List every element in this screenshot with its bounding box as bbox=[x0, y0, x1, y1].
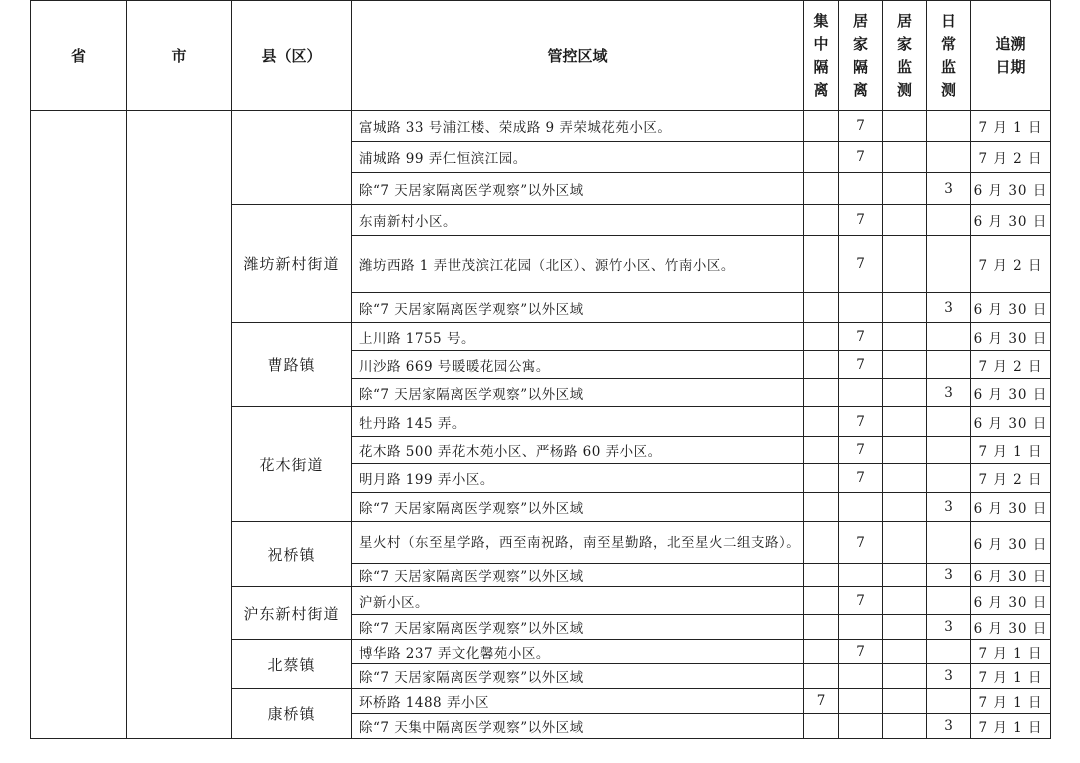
area-cell: 除“7 天居家隔离医学观察”以外区域 bbox=[352, 615, 804, 640]
trace-date-cell: 7 月 2 日 bbox=[971, 142, 1051, 173]
header-row bbox=[31, 1, 1051, 111]
central-quarantine-cell bbox=[804, 142, 839, 173]
trace-date-cell: 6 月 30 日 bbox=[971, 293, 1051, 323]
home-quarantine-cell bbox=[839, 714, 883, 739]
home-quarantine-cell bbox=[839, 615, 883, 640]
daily-monitoring-cell: 3 bbox=[927, 714, 971, 739]
central-quarantine-cell bbox=[804, 587, 839, 615]
home-monitoring-cell bbox=[883, 493, 927, 522]
central-quarantine-cell bbox=[804, 615, 839, 640]
trace-date-cell: 7 月 2 日 bbox=[971, 236, 1051, 293]
central-quarantine-cell bbox=[804, 714, 839, 739]
header-city: 市 bbox=[127, 1, 232, 111]
home-quarantine-cell bbox=[839, 493, 883, 522]
trace-date-cell: 6 月 30 日 bbox=[971, 173, 1051, 205]
county-cell-huamu: 花木街道 bbox=[232, 407, 352, 522]
trace-date-cell: 6 月 30 日 bbox=[971, 493, 1051, 522]
daily-monitoring-cell bbox=[927, 205, 971, 236]
header-province: 省 bbox=[31, 1, 127, 111]
daily-monitoring-cell: 3 bbox=[927, 379, 971, 407]
home-quarantine-cell: 7 bbox=[839, 437, 883, 464]
daily-monitoring-cell bbox=[927, 437, 971, 464]
trace-date-cell: 6 月 30 日 bbox=[971, 323, 1051, 351]
header-control-area: 管控区域 bbox=[352, 1, 804, 111]
home-quarantine-cell bbox=[839, 173, 883, 205]
header-daily-monitoring: 日 常 监 测 bbox=[927, 1, 971, 111]
trace-date-cell: 7 月 1 日 bbox=[971, 689, 1051, 714]
home-quarantine-cell bbox=[839, 379, 883, 407]
daily-monitoring-cell bbox=[927, 351, 971, 379]
central-quarantine-cell bbox=[804, 173, 839, 205]
trace-date-cell: 7 月 2 日 bbox=[971, 351, 1051, 379]
daily-monitoring-cell bbox=[927, 522, 971, 564]
daily-monitoring-cell: 3 bbox=[927, 615, 971, 640]
daily-monitoring-cell bbox=[927, 640, 971, 664]
area-cell: 除“7 天居家隔离医学观察”以外区域 bbox=[352, 379, 804, 407]
home-quarantine-cell bbox=[839, 564, 883, 587]
header-central-quarantine: 集 中 隔 离 bbox=[804, 1, 839, 111]
area-cell: 上川路 1755 号。 bbox=[352, 323, 804, 351]
trace-date-cell: 7 月 1 日 bbox=[971, 714, 1051, 739]
home-monitoring-cell bbox=[883, 205, 927, 236]
home-quarantine-cell: 7 bbox=[839, 587, 883, 615]
daily-monitoring-cell: 3 bbox=[927, 173, 971, 205]
home-monitoring-cell bbox=[883, 714, 927, 739]
home-monitoring-cell bbox=[883, 111, 927, 142]
area-cell: 沪新小区。 bbox=[352, 587, 804, 615]
trace-date-cell: 6 月 30 日 bbox=[971, 587, 1051, 615]
daily-monitoring-cell bbox=[927, 323, 971, 351]
daily-monitoring-cell: 3 bbox=[927, 493, 971, 522]
home-monitoring-cell bbox=[883, 173, 927, 205]
county-cell-hudong: 沪东新村街道 bbox=[232, 587, 352, 640]
daily-monitoring-cell: 3 bbox=[927, 564, 971, 587]
central-quarantine-cell bbox=[804, 379, 839, 407]
trace-date-cell: 6 月 30 日 bbox=[971, 522, 1051, 564]
central-quarantine-cell bbox=[804, 323, 839, 351]
central-quarantine-cell bbox=[804, 293, 839, 323]
area-cell: 东南新村小区。 bbox=[352, 205, 804, 236]
daily-monitoring-cell bbox=[927, 142, 971, 173]
area-cell: 花木路 500 弄花木苑小区、严杨路 60 弄小区。 bbox=[352, 437, 804, 464]
home-quarantine-cell: 7 bbox=[839, 236, 883, 293]
central-quarantine-cell bbox=[804, 493, 839, 522]
area-cell: 除“7 天居家隔离医学观察”以外区域 bbox=[352, 173, 804, 205]
home-quarantine-cell: 7 bbox=[839, 464, 883, 493]
central-quarantine-cell bbox=[804, 407, 839, 437]
home-monitoring-cell bbox=[883, 587, 927, 615]
home-monitoring-cell bbox=[883, 522, 927, 564]
home-quarantine-cell: 7 bbox=[839, 142, 883, 173]
city-cell bbox=[127, 111, 232, 739]
home-quarantine-cell bbox=[839, 664, 883, 689]
trace-date-cell: 6 月 30 日 bbox=[971, 564, 1051, 587]
daily-monitoring-cell bbox=[927, 464, 971, 493]
home-monitoring-cell bbox=[883, 407, 927, 437]
home-monitoring-cell bbox=[883, 236, 927, 293]
central-quarantine-cell bbox=[804, 111, 839, 142]
area-cell: 潍坊西路 1 弄世茂滨江花园（北区）、源竹小区、竹南小区。 bbox=[352, 236, 804, 293]
home-quarantine-cell: 7 bbox=[839, 323, 883, 351]
home-monitoring-cell bbox=[883, 615, 927, 640]
home-monitoring-cell bbox=[883, 464, 927, 493]
control-area-table bbox=[30, 0, 1051, 739]
trace-date-cell: 6 月 30 日 bbox=[971, 615, 1051, 640]
area-cell: 浦城路 99 弄仁恒滨江园。 bbox=[352, 142, 804, 173]
trace-date-cell: 6 月 30 日 bbox=[971, 379, 1051, 407]
home-quarantine-cell: 7 bbox=[839, 522, 883, 564]
area-cell: 星火村（东至星学路，西至南祝路，南至星勤路，北至星火二组支路）。 bbox=[352, 522, 804, 564]
header-trace-date: 追溯 日期 bbox=[971, 1, 1051, 111]
home-monitoring-cell bbox=[883, 142, 927, 173]
area-cell: 除“7 天集中隔离医学观察”以外区域 bbox=[352, 714, 804, 739]
home-monitoring-cell bbox=[883, 689, 927, 714]
central-quarantine-cell bbox=[804, 564, 839, 587]
home-quarantine-cell: 7 bbox=[839, 111, 883, 142]
area-cell: 明月路 199 弄小区。 bbox=[352, 464, 804, 493]
home-quarantine-cell bbox=[839, 689, 883, 714]
area-cell: 除“7 天居家隔离医学观察”以外区域 bbox=[352, 293, 804, 323]
province-cell bbox=[31, 111, 127, 739]
trace-date-cell: 6 月 30 日 bbox=[971, 205, 1051, 236]
daily-monitoring-cell bbox=[927, 689, 971, 714]
county-cell-kangqiao: 康桥镇 bbox=[232, 689, 352, 739]
header-county: 县（区） bbox=[232, 1, 352, 111]
home-quarantine-cell: 7 bbox=[839, 205, 883, 236]
trace-date-cell: 6 月 30 日 bbox=[971, 407, 1051, 437]
central-quarantine-cell bbox=[804, 522, 839, 564]
trace-date-cell: 7 月 1 日 bbox=[971, 437, 1051, 464]
county-cell-caolu: 曹路镇 bbox=[232, 323, 352, 407]
home-quarantine-cell: 7 bbox=[839, 640, 883, 664]
central-quarantine-cell bbox=[804, 437, 839, 464]
home-monitoring-cell bbox=[883, 640, 927, 664]
area-cell: 博华路 237 弄文化馨苑小区。 bbox=[352, 640, 804, 664]
header-home-quarantine: 居 家 隔 离 bbox=[839, 1, 883, 111]
area-cell: 环桥路 1488 弄小区 bbox=[352, 689, 804, 714]
daily-monitoring-cell: 3 bbox=[927, 664, 971, 689]
county-cell-zhuqiao: 祝桥镇 bbox=[232, 522, 352, 587]
table-body bbox=[31, 111, 1051, 739]
daily-monitoring-cell: 3 bbox=[927, 293, 971, 323]
trace-date-cell: 7 月 1 日 bbox=[971, 664, 1051, 689]
daily-monitoring-cell bbox=[927, 407, 971, 437]
home-monitoring-cell bbox=[883, 379, 927, 407]
trace-date-cell: 7 月 2 日 bbox=[971, 464, 1051, 493]
central-quarantine-cell bbox=[804, 664, 839, 689]
county-cell-weifang: 潍坊新村街道 bbox=[232, 205, 352, 323]
area-cell: 富城路 33 号浦江楼、荣成路 9 弄荣城花苑小区。 bbox=[352, 111, 804, 142]
central-quarantine-cell bbox=[804, 640, 839, 664]
home-monitoring-cell bbox=[883, 323, 927, 351]
daily-monitoring-cell bbox=[927, 587, 971, 615]
header-home-monitoring: 居 家 监 测 bbox=[883, 1, 927, 111]
home-monitoring-cell bbox=[883, 437, 927, 464]
area-cell: 除“7 天居家隔离医学观察”以外区域 bbox=[352, 664, 804, 689]
area-cell: 除“7 天居家隔离医学观察”以外区域 bbox=[352, 493, 804, 522]
county-cell-pudong-unnamed bbox=[232, 111, 352, 205]
trace-date-cell: 7 月 1 日 bbox=[971, 640, 1051, 664]
home-quarantine-cell: 7 bbox=[839, 351, 883, 379]
daily-monitoring-cell bbox=[927, 236, 971, 293]
central-quarantine-cell bbox=[804, 205, 839, 236]
central-quarantine-cell bbox=[804, 351, 839, 379]
area-cell: 牡丹路 145 弄。 bbox=[352, 407, 804, 437]
table-row bbox=[31, 111, 1051, 142]
central-quarantine-cell: 7 bbox=[804, 689, 839, 714]
home-monitoring-cell bbox=[883, 293, 927, 323]
home-monitoring-cell bbox=[883, 351, 927, 379]
home-quarantine-cell bbox=[839, 293, 883, 323]
home-monitoring-cell bbox=[883, 664, 927, 689]
home-quarantine-cell: 7 bbox=[839, 407, 883, 437]
central-quarantine-cell bbox=[804, 236, 839, 293]
daily-monitoring-cell bbox=[927, 111, 971, 142]
central-quarantine-cell bbox=[804, 464, 839, 493]
home-monitoring-cell bbox=[883, 564, 927, 587]
area-cell: 除“7 天居家隔离医学观察”以外区域 bbox=[352, 564, 804, 587]
trace-date-cell: 7 月 1 日 bbox=[971, 111, 1051, 142]
county-cell-beicai: 北蔡镇 bbox=[232, 640, 352, 689]
area-cell: 川沙路 669 号暖暖花园公寓。 bbox=[352, 351, 804, 379]
